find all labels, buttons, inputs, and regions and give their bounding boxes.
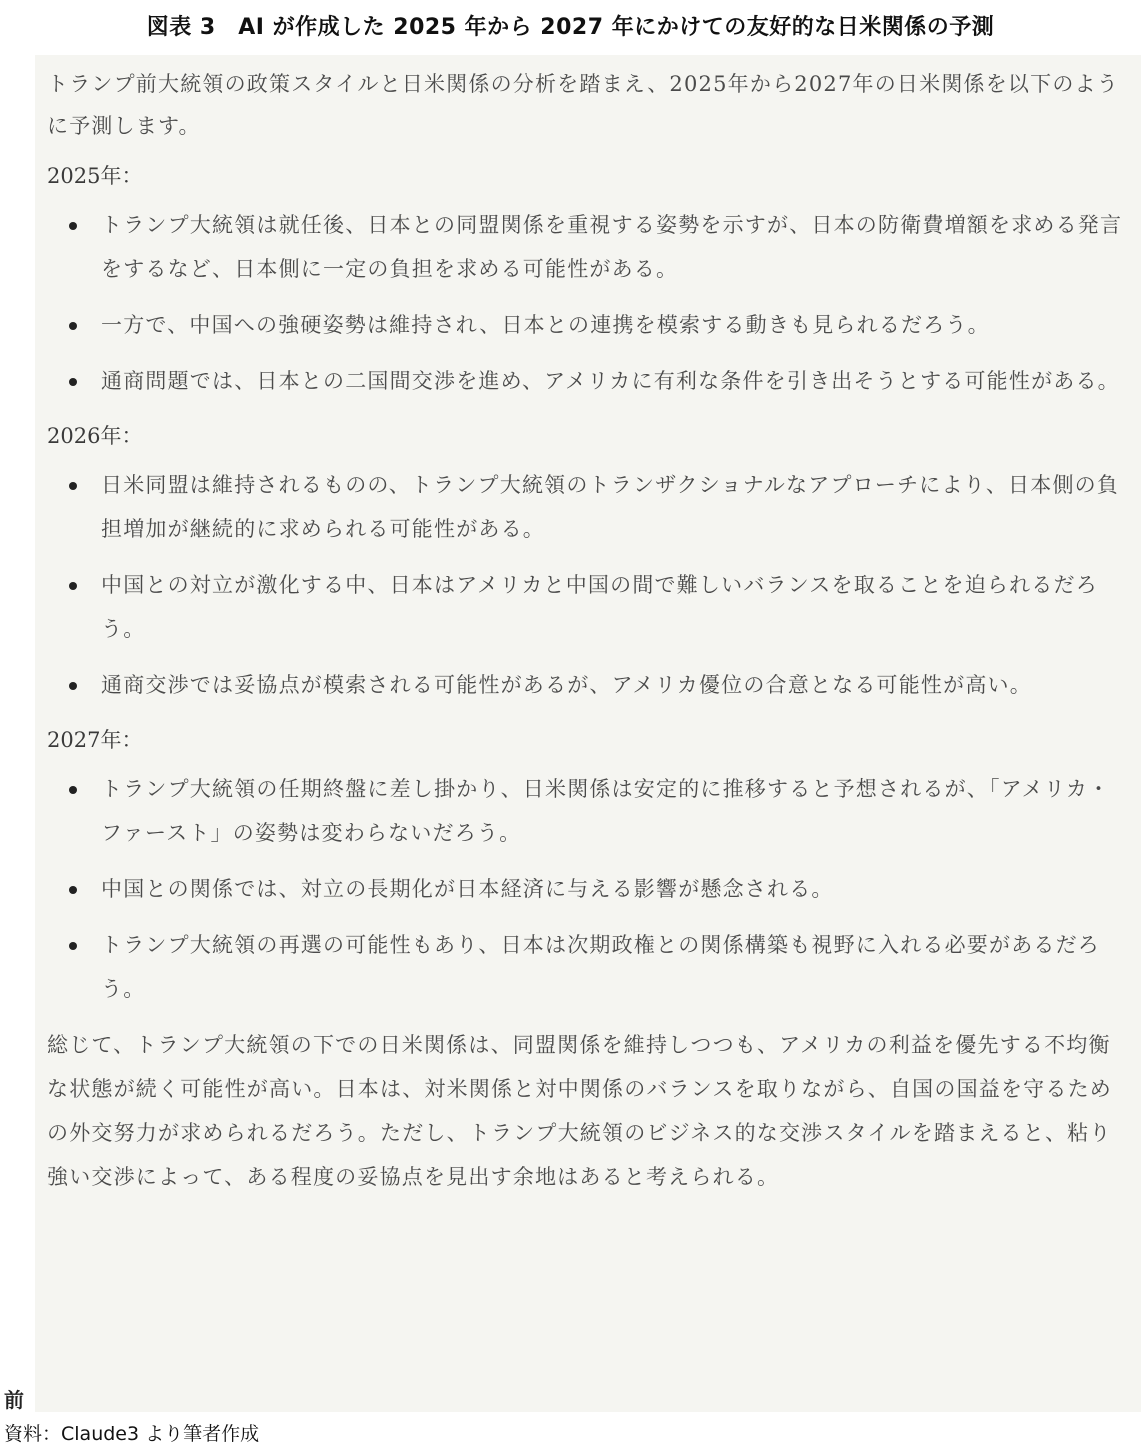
- bullet-text: 日米同盟は維持されるものの、トランプ大統領のトランザクショナルなアプローチにより、日本側の負担増加が継続的に求められる可能性がある。: [101, 473, 1120, 541]
- bullet-text: トランプ大統領の再選の可能性もあり、日本は次期政権との関係構築も視野に入れる必要があるだろう。: [101, 933, 1100, 1001]
- section-2026: [47, 415, 1127, 707]
- bullet-icon: [69, 222, 77, 230]
- section-2027: [47, 719, 1127, 1011]
- bullet-text: 通商問題では、日本との二国間交渉を進め、アメリカに有利な条件を引き出そうとする可能性がある。: [101, 369, 1120, 393]
- stray-character: 前: [4, 1388, 24, 1412]
- figure-caption: 図表 3 AI が作成した 2025 年から 2027 年にかけての友好的な日米関係の予測: [146, 15, 995, 40]
- bullet-list: [47, 463, 1127, 707]
- section-2025: [47, 155, 1127, 403]
- bullet-list: [47, 203, 1127, 403]
- bullet-text: トランプ大統領の任期終盤に差し掛かり、日米関係は安定的に推移すると予想されるが、「アメリカ・ファースト」の姿勢は変わらないだろう。: [101, 777, 1111, 845]
- bullet-item: [47, 359, 1127, 403]
- section-heading: 2026年：: [47, 424, 143, 448]
- bullet-list: [47, 767, 1127, 1011]
- bullet-item: [47, 923, 1127, 1011]
- bullet-item: [47, 203, 1127, 291]
- section-heading: 2027年：: [47, 728, 143, 752]
- bullet-item: [47, 663, 1127, 707]
- bullet-item: [47, 767, 1127, 855]
- bullet-icon: [69, 322, 77, 330]
- bullet-text: 中国との対立が激化する中、日本はアメリカと中国の間で難しいバランスを取ることを迫られるだろう。: [101, 573, 1098, 641]
- bullet-text: 一方で、中国への強硬姿勢は維持され、日本との連携を模索する動きも見られるだろう。: [101, 313, 990, 337]
- source-note: 資料：Claude3 より筆者作成: [4, 1423, 260, 1445]
- bullet-icon: [69, 886, 77, 894]
- ai-response-panel: [35, 55, 1141, 1412]
- bullet-item: [47, 463, 1127, 551]
- bullet-icon: [69, 378, 77, 386]
- section-heading: 2025年：: [47, 164, 143, 188]
- bullet-icon: [69, 682, 77, 690]
- bullet-item: [47, 303, 1127, 347]
- intro-paragraph: トランプ前大統領の政策スタイルと日米関係の分析を踏まえ、2025年から2027年の日米関係を以下のように予測します。: [47, 72, 1119, 138]
- bullet-text: トランプ大統領は就任後、日本との同盟関係を重視する姿勢を示すが、日本の防衛費増額を求める発言をするなど、日本側に一定の負担を求める可能性がある。: [101, 213, 1123, 281]
- bullet-item: [47, 563, 1127, 651]
- bullet-icon: [69, 786, 77, 794]
- summary-paragraph: 総じて、トランプ大統領の下での日米関係は、同盟関係を維持しつつも、アメリカの利益を優先する不均衡な状態が続く可能性が高い。日本は、対米関係と対中関係のバランスを取りながら、自国の国益を守るための外交努力が求められるだろう。ただし、トランプ大統領のビジネス的な交渉スタイルを踏まえると、粘り強い交渉によって、ある程度の妥協点を見出す余地はあると考えられる。: [47, 1033, 1112, 1189]
- bullet-text: 通商交渉では妥協点が模索される可能性があるが、アメリカ優位の合意となる可能性が高い。: [101, 673, 1032, 697]
- bullet-icon: [69, 582, 77, 590]
- bullet-icon: [69, 942, 77, 950]
- bullet-item: [47, 867, 1127, 911]
- bullet-icon: [69, 482, 77, 490]
- bullet-text: 中国との関係では、対立の長期化が日本経済に与える影響が懸念される。: [101, 877, 834, 901]
